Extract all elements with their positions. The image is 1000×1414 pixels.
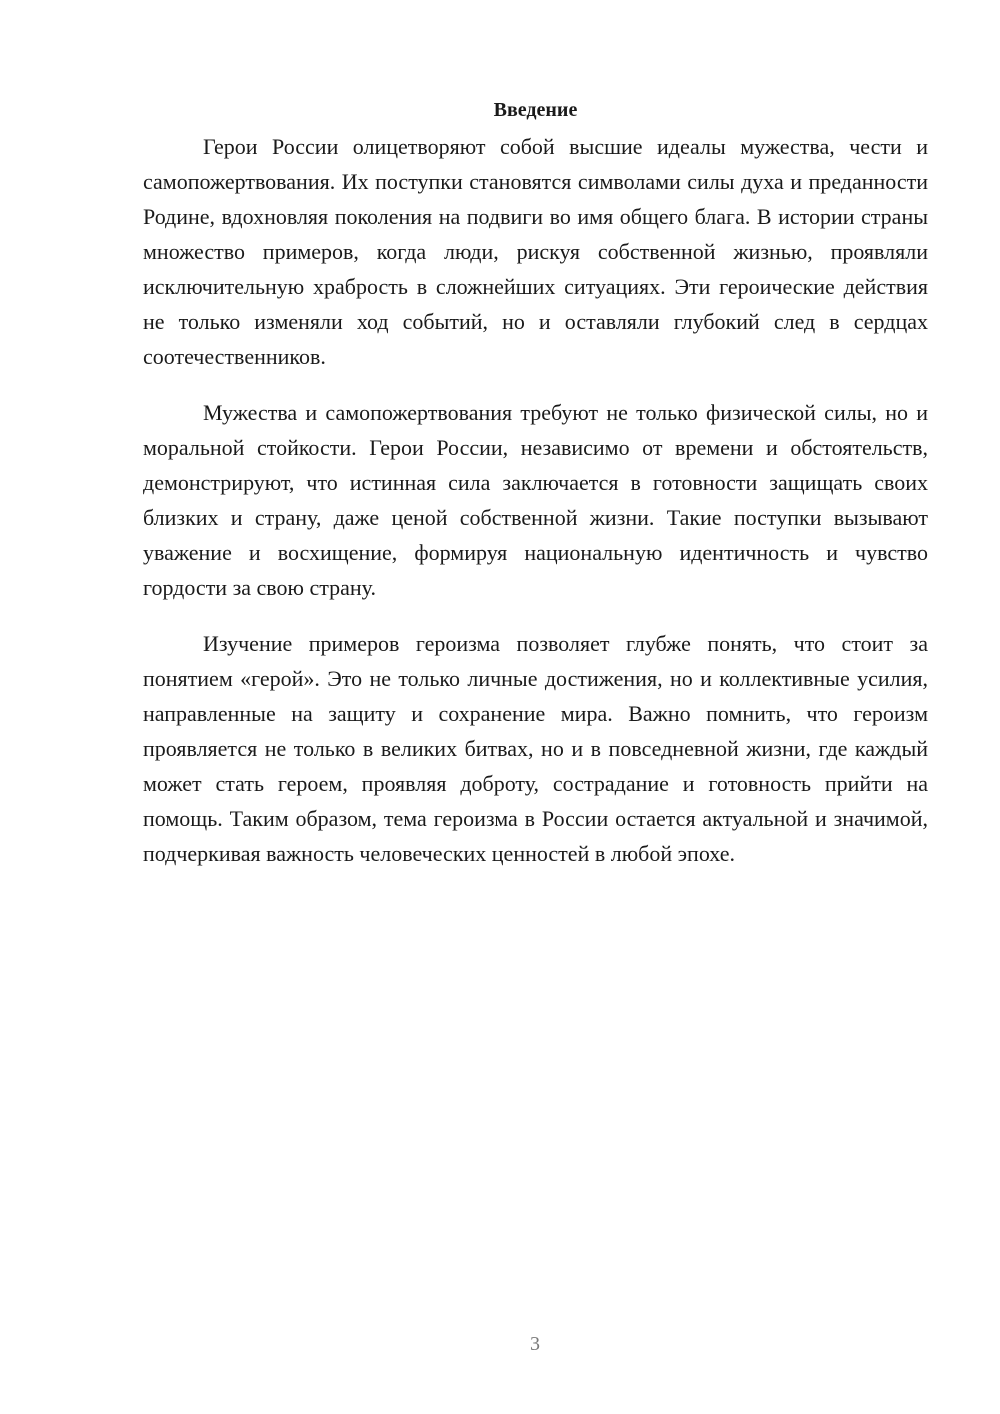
page-number: 3 — [530, 1333, 540, 1355]
paragraph-1: Герои России олицетворяют собой высшие идеалы мужества, чести и самопожертвования. Их поступки становятся символами силы духа и преданности Родине, вдохновляя поколения на подвиги во имя общего блага. В истории страны множество примеров, когда люди, рискуя собственной жизнью, проявляли исключительную храбрость в сложнейших ситуациях. Эти героические действия не только изменяли ход событий, но и оставляли глубокий след в сердцах соотечественников. — [143, 134, 928, 369]
paragraph-2: Мужества и самопожертвования требуют не только физической силы, но и моральной стойкости. Герои России, независимо от времени и обстоятельств, демонстрируют, что истинная сила заключается в готовности защищать своих близких и страну, даже ценой собственной жизни. Такие поступки вызывают уважение и восхищение, формируя национальную идентичность и чувство гордости за свою страну. — [143, 400, 928, 600]
paragraph-3: Изучение примеров героизма позволяет глубже понять, что стоит за понятием «герой». Это не только личные достижения, но и коллективные усилия, направленные на защиту и сохранение мира. Важно помнить, что героизм проявляется не только в великих битвах, но и в повседневной жизни, где каждый может стать героем, проявляя доброту, сострадание и готовность прийти на помощь. Таким образом, тема героизма в России остается актуальной и значимой, подчеркивая важность человеческих ценностей в любой эпохе. — [143, 631, 928, 866]
page-content — [143, 93, 928, 892]
section-heading: Введение — [493, 99, 578, 121]
